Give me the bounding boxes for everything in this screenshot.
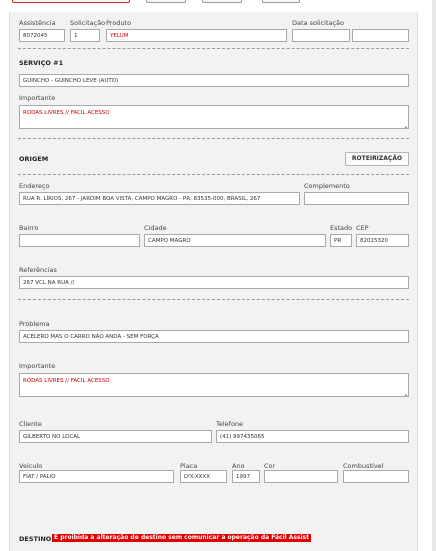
telefone-label: Telefone (216, 420, 244, 428)
cor-field[interactable] (264, 470, 338, 483)
cidade-field[interactable]: CAMPO MAGRO (144, 234, 326, 247)
estado-label: Estado (330, 224, 353, 232)
placa-label: Placa (180, 462, 198, 470)
assistencia-label: Assistência (19, 19, 56, 27)
resize-grip-icon[interactable] (401, 121, 407, 127)
bairro-label: Bairro (19, 224, 39, 232)
problema-importante-text: RODAS LIVRES // FACIL ACESSO (23, 378, 110, 384)
problema-importante-label: Importante (19, 362, 56, 370)
data-solicitacao-date-field[interactable] (292, 29, 350, 42)
data-solicitacao-time-field[interactable] (352, 29, 409, 42)
ano-field[interactable]: 1997 (232, 470, 260, 483)
top-button-4[interactable] (262, 0, 300, 3)
produto-field[interactable]: YELUM (106, 29, 287, 42)
servico-section-title: SERVIÇO #1 (19, 59, 64, 67)
cliente-label: Cliente (19, 420, 42, 428)
top-button-2[interactable] (146, 0, 186, 3)
produto-label: Produto (106, 19, 132, 27)
cidade-label: Cidade (144, 224, 167, 232)
veiculo-field[interactable]: FIAT / PALIO (19, 470, 174, 483)
complemento-label: Complemento (304, 182, 350, 190)
data-solicitacao-label: Data solicitação (292, 19, 345, 27)
combustivel-field[interactable] (343, 470, 409, 483)
service-form-panel (9, 12, 418, 551)
combustivel-label: Combustível (343, 462, 384, 470)
destino-section-title: DESTINO (19, 535, 52, 543)
roteirizacao-button[interactable]: ROTEIRIZAÇÃO (345, 152, 409, 166)
cep-label: CEP (356, 224, 369, 232)
placa-field[interactable]: LYX-XXXX (180, 470, 227, 483)
cep-field[interactable]: 82015320 (356, 234, 409, 247)
solicitacao-field[interactable]: 1 (70, 29, 100, 42)
window-edge (432, 0, 436, 551)
problema-importante-textarea[interactable] (19, 373, 409, 397)
assistencia-field[interactable]: 8072045 (19, 29, 65, 42)
estado-field[interactable]: PR (330, 234, 352, 247)
top-button-1[interactable] (12, 0, 130, 3)
telefone-field[interactable]: (41) 997435065 (216, 430, 409, 443)
bairro-field[interactable] (19, 234, 140, 247)
cor-label: Cor (264, 462, 276, 470)
problema-label: Problema (19, 320, 50, 328)
referencias-label: Referências (19, 266, 57, 274)
servico-importante-text: RODAS LIVRES // FACIL ACESSO (23, 110, 110, 116)
servico-importante-textarea[interactable] (19, 105, 409, 129)
endereco-label: Endereço (19, 182, 50, 190)
ano-label: Ano (232, 462, 245, 470)
veiculo-label: Veículo (19, 462, 43, 470)
cliente-field[interactable]: GILBERTO NO LOCAL (19, 430, 212, 443)
complemento-field[interactable] (304, 192, 409, 205)
divider (18, 138, 409, 139)
servico-importante-label: Importante (19, 94, 56, 102)
endereco-field[interactable]: RUA R. LÍRIOS, 267 - JARDIM BOA VISTA, CAMPO MAGRO - PR, 83535-000, BRASIL, 267 (19, 192, 300, 205)
solicitacao-label: Solicitação (70, 19, 106, 27)
origem-section-title: ORIGEM (19, 155, 49, 163)
referencias-field[interactable]: 267 VCL NA RUA // (19, 276, 409, 289)
top-button-3[interactable] (202, 0, 242, 3)
divider (18, 48, 409, 49)
top-toolbar (0, 0, 436, 10)
resize-grip-icon[interactable] (401, 389, 407, 395)
divider (18, 174, 409, 175)
servico-field[interactable]: GUINCHO - GUINCHO LEVE (AUTO) (19, 74, 409, 87)
destino-warning-badge: É proibida a alteração de destino sem comunicar a operação da Fácil Assist (54, 534, 310, 541)
problema-field[interactable]: ACELERO MAS O CARRO NÃO ANDA - SEM FORÇA (19, 330, 409, 343)
divider (18, 299, 409, 300)
